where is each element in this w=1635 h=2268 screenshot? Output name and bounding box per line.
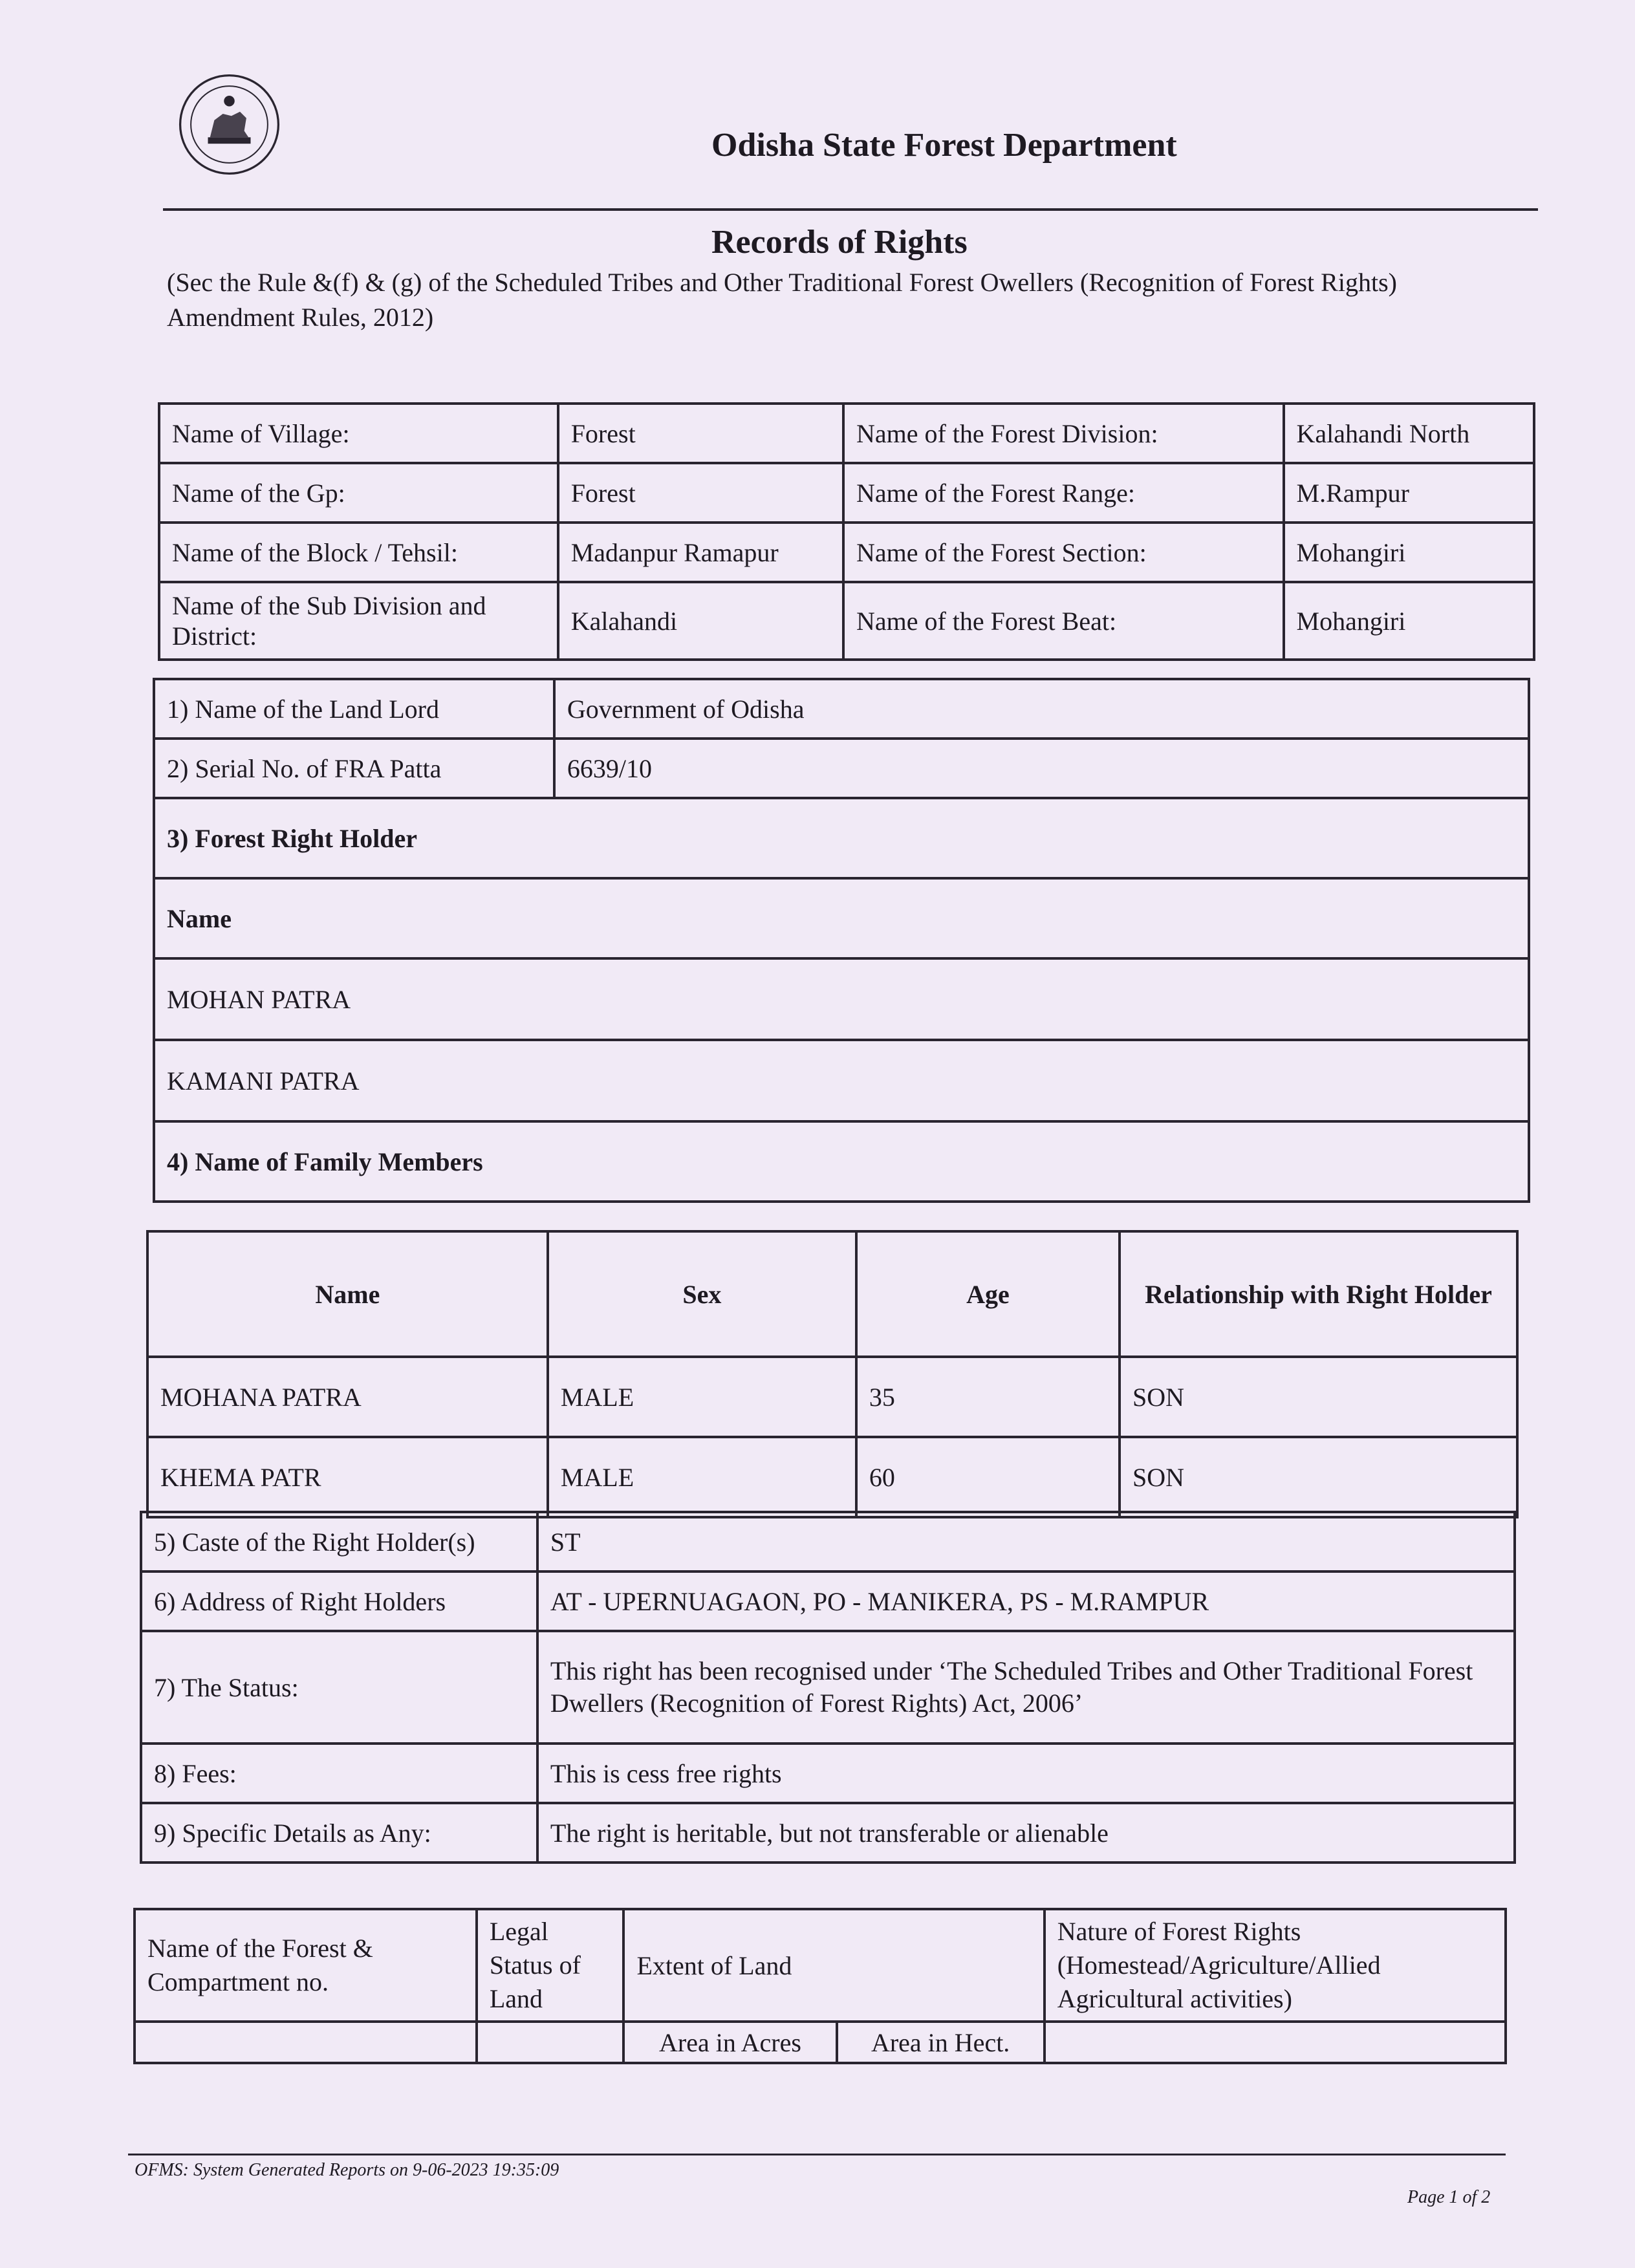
land-lord-value: Government of Odisha <box>554 679 1529 739</box>
division-label: Name of the Forest Division: <box>843 404 1284 463</box>
odisha-emblem-icon <box>176 71 283 178</box>
family-header-sex: Sex <box>548 1231 856 1357</box>
details-table <box>140 1511 1516 1864</box>
records-title: Records of Rights <box>711 224 968 261</box>
block-value: Madanpur Ramapur <box>558 523 843 582</box>
extent-of-land-header: Extent of Land <box>623 1909 1044 2022</box>
subdivision-value: Kalahandi <box>558 582 843 660</box>
header-divider <box>163 208 1538 211</box>
caste-label: 5) Caste of the Right Holder(s) <box>141 1512 537 1571</box>
status-label: 7) The Status: <box>141 1631 537 1744</box>
subdivision-label: Name of the Sub Division and District: <box>159 582 558 660</box>
footer-divider <box>128 2154 1506 2155</box>
member-relationship: SON <box>1120 1437 1517 1517</box>
family-header-age: Age <box>856 1231 1120 1357</box>
empty-cell <box>135 2022 477 2063</box>
rules-subtitle: (Sec the Rule &(f) & (g) of the Scheduled Tribes and Other Traditional Forest Owellers (Recognition of Forest Rights) Amendment Rules, 2012) <box>167 268 1397 332</box>
table-row <box>147 1357 1517 1437</box>
land-lord-label: 1) Name of the Land Lord <box>154 679 554 739</box>
family-header-name: Name <box>147 1231 548 1357</box>
division-value: Kalahandi North <box>1284 404 1535 463</box>
table-row <box>147 1437 1517 1517</box>
section-label: Name of the Forest Section: <box>843 523 1284 582</box>
department-title: Odisha State Forest Department <box>711 127 1177 164</box>
holder-name: MOHAN PATRA <box>154 958 1529 1040</box>
member-name: MOHANA PATRA <box>147 1357 548 1437</box>
location-table <box>158 402 1535 661</box>
area-acres-header: Area in Acres <box>623 2022 836 2063</box>
address-label: 6) Address of Right Holders <box>141 1571 537 1631</box>
page-number: Page 1 of 2 <box>1407 2187 1491 2207</box>
family-table <box>146 1230 1519 1518</box>
holder-heading: 3) Forest Right Holder <box>154 798 1529 878</box>
member-age: 35 <box>856 1357 1120 1437</box>
beat-label: Name of the Forest Beat: <box>843 582 1284 660</box>
member-relationship: SON <box>1120 1357 1517 1437</box>
serial-value: 6639/10 <box>554 739 1529 798</box>
status-value: This right has been recognised under ‘The Scheduled Tribes and Other Traditional Forest Dwellers (Recognition of Forest Rights) Act, 2006’ <box>537 1631 1515 1744</box>
member-age: 60 <box>856 1437 1120 1517</box>
fees-label: 8) Fees: <box>141 1744 537 1803</box>
empty-cell <box>1045 2022 1506 2063</box>
serial-label: 2) Serial No. of FRA Patta <box>154 739 554 798</box>
range-label: Name of the Forest Range: <box>843 463 1284 523</box>
member-sex: MALE <box>548 1437 856 1517</box>
address-value: AT - UPERNUAGAON, PO - MANIKERA, PS - M.RAMPUR <box>537 1571 1515 1631</box>
member-name: KHEMA PATR <box>147 1437 548 1517</box>
caste-value: ST <box>537 1512 1515 1571</box>
forest-compartment-header: Name of the Forest & Compartment no. <box>135 1909 477 2022</box>
beat-value: Mohangiri <box>1284 582 1535 660</box>
system-report-note: OFMS: System Generated Reports on 9-06-2023 19:35:09 <box>135 2160 559 2180</box>
name-heading: Name <box>154 878 1529 958</box>
fees-value: This is cess free rights <box>537 1744 1515 1803</box>
block-label: Name of the Block / Tehsil: <box>159 523 558 582</box>
rights-table <box>153 678 1530 1203</box>
holder-name: KAMANI PATRA <box>154 1040 1529 1121</box>
gp-value: Forest <box>558 463 843 523</box>
member-sex: MALE <box>548 1357 856 1437</box>
section-value: Mohangiri <box>1284 523 1535 582</box>
empty-cell <box>477 2022 624 2063</box>
range-value: M.Rampur <box>1284 463 1535 523</box>
gp-label: Name of the Gp: <box>159 463 558 523</box>
nature-of-rights-header: Nature of Forest Rights (Homestead/Agriculture/Allied Agricultural activities) <box>1045 1909 1506 2022</box>
village-label: Name of Village: <box>159 404 558 463</box>
family-heading: 4) Name of Family Members <box>154 1121 1529 1202</box>
family-header-relationship: Relationship with Right Holder <box>1120 1231 1517 1357</box>
area-hect-header: Area in Hect. <box>837 2022 1045 2063</box>
village-value: Forest <box>558 404 843 463</box>
specific-label: 9) Specific Details as Any: <box>141 1803 537 1863</box>
land-table <box>133 1908 1507 2064</box>
specific-value: The right is heritable, but not transferable or alienable <box>537 1803 1515 1863</box>
legal-status-header: Legal Status of Land <box>477 1909 624 2022</box>
